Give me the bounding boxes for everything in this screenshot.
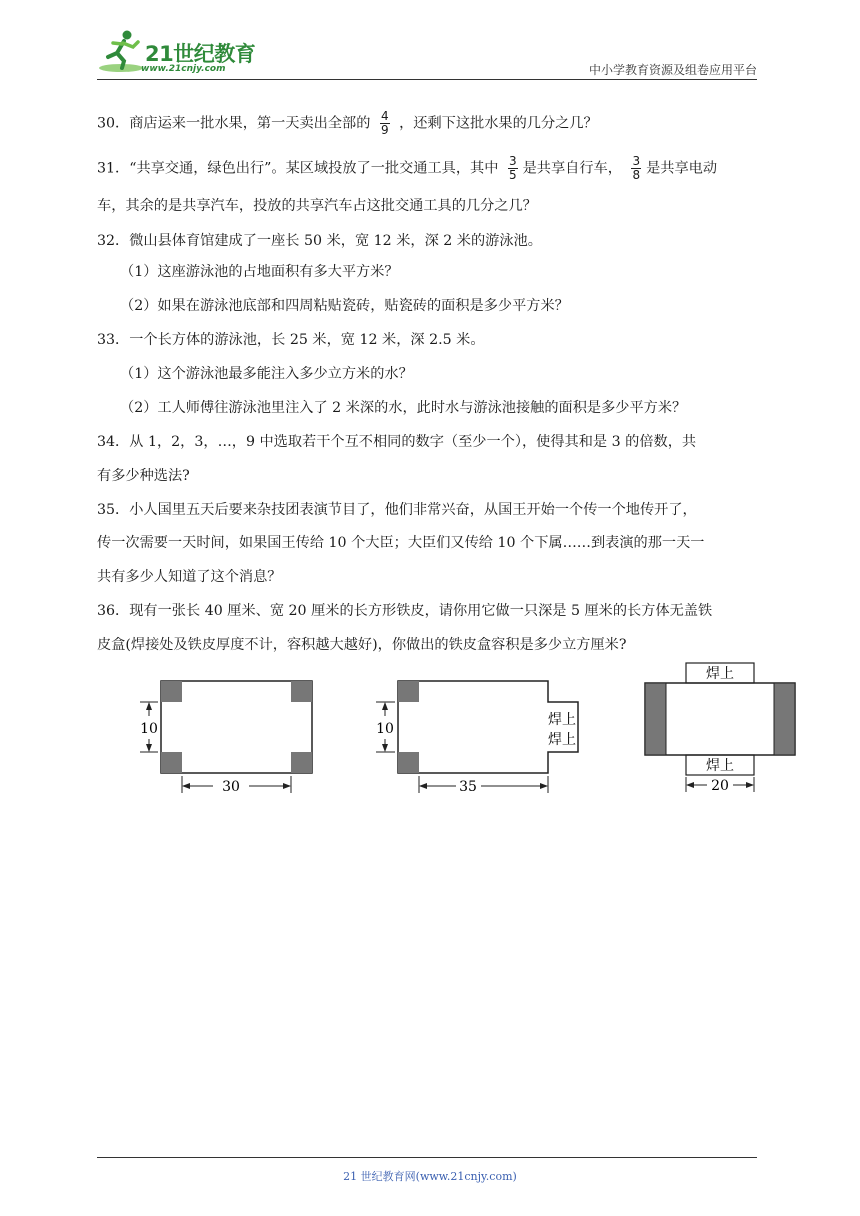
page-footer: 21 世纪教育网(www.21cnjy.com)	[343, 1170, 517, 1183]
question-35: 35．小人国里五天后要来杂技团表演节目了，他们非常兴奋，从国王开始一个传一个地传开了，	[97, 502, 697, 518]
page-header	[97, 28, 757, 80]
logo-url-text: www.21cnjy.com	[141, 64, 226, 74]
fraction-denominator: 5	[508, 168, 517, 182]
question-32: 32．微山县体育馆建成了一座长 50 米，宽 12 米，深 2 米的游泳池。	[97, 233, 542, 249]
height-label: 10	[376, 721, 394, 737]
fraction-numerator: 3	[508, 154, 517, 168]
sheet-rectangle	[161, 681, 312, 773]
question-32-part-1: （1）这座游泳池的占地面积有多大平方米？	[120, 264, 399, 280]
corner-square	[161, 681, 182, 702]
question-34-line-2: 有多少种选法?	[97, 468, 190, 484]
question-31	[97, 155, 767, 182]
fraction-3-8	[631, 155, 641, 182]
question-36: 36．现有一张长 40 厘米、宽 20 厘米的长方形铁皮，请你用它做一只深是 5 厘米的长方体无盖铁	[97, 603, 713, 619]
question-30-text-a: 30．商店运来一批水果，第一天卖出全部的	[97, 115, 371, 132]
question-31-line-2: 车，其余的是共享汽车，投放的共享汽车占这批交通工具的几分之几？	[97, 198, 537, 214]
question-32-part-2: （2）如果在游泳池底部和四周粘贴瓷砖，贴瓷砖的面积是多少平方米？	[120, 298, 569, 314]
question-31-text-c: 是共享电动	[646, 160, 718, 177]
weld-label-top: 焊上	[706, 666, 734, 682]
header-divider	[97, 79, 757, 80]
header-tagline: 中小学教育资源及组卷应用平台	[588, 63, 757, 77]
corner-square	[398, 752, 419, 773]
fraction-denominator: 8	[632, 168, 641, 182]
fraction-3-5	[508, 155, 518, 182]
corner-square	[291, 752, 312, 773]
figure-2-with-tab	[376, 681, 578, 795]
fraction-numerator: 3	[632, 154, 641, 168]
fraction-4-9	[380, 110, 390, 137]
question-30	[97, 110, 767, 137]
figure-3-weld-layout	[645, 663, 795, 794]
width-label: 30	[222, 779, 240, 795]
question-31-text-a: 31．“共享交通，绿色出行”。某区域投放了一批交通工具，其中	[97, 160, 499, 177]
question-34: 34．从 1，2，3，…，9 中选取若干个互不相同的数字（至少一个），使得其和是 3 的倍数，共	[97, 434, 697, 450]
height-label: 10	[140, 721, 158, 737]
corner-square	[398, 681, 419, 702]
width-label: 20	[711, 778, 729, 794]
corner-square	[291, 681, 312, 702]
question-30-text-b: ，还剩下这批水果的几分之几？	[399, 115, 598, 132]
corner-square	[161, 752, 182, 773]
figure-1-four-corners	[140, 681, 312, 795]
question-33: 33．一个长方体的游泳池，长 25 米，宽 12 米，深 2.5 米。	[97, 332, 485, 348]
question-36-line-2: 皮盒(焊接处及铁皮厚度不计，容积越大越好)，你做出的铁皮盒容积是多少立方厘米?	[97, 637, 627, 653]
q36-figures	[0, 655, 860, 805]
sheet-rectangle	[645, 683, 795, 755]
question-33-part-1: （1）这个游泳池最多能注入多少立方米的水？	[120, 366, 413, 382]
footer-divider	[97, 1157, 757, 1158]
question-35-line-3: 共有多少人知道了这个消息？	[97, 569, 282, 585]
fraction-numerator: 4	[380, 109, 389, 123]
width-label: 35	[459, 779, 477, 795]
logo-brand-text: 21世纪教育	[145, 42, 256, 66]
side-strip	[645, 683, 666, 755]
fraction-denominator: 9	[380, 123, 389, 137]
weld-label: 焊上	[548, 732, 576, 748]
site-logo	[97, 28, 267, 78]
question-31-text-b: 是共享自行车，	[522, 160, 622, 177]
side-strip	[774, 683, 795, 755]
running-figure-icon	[97, 28, 145, 74]
weld-label-bottom: 焊上	[706, 758, 734, 774]
question-35-line-2: 传一次需要一天时间，如果国王传给 10 个大臣；大臣们又传给 10 个下属……到表演的那一天一	[97, 535, 705, 551]
weld-label: 焊上	[548, 712, 576, 728]
question-33-part-2: （2）工人师傅往游泳池里注入了 2 米深的水，此时水与游泳池接触的面积是多少平方米？	[120, 400, 687, 416]
